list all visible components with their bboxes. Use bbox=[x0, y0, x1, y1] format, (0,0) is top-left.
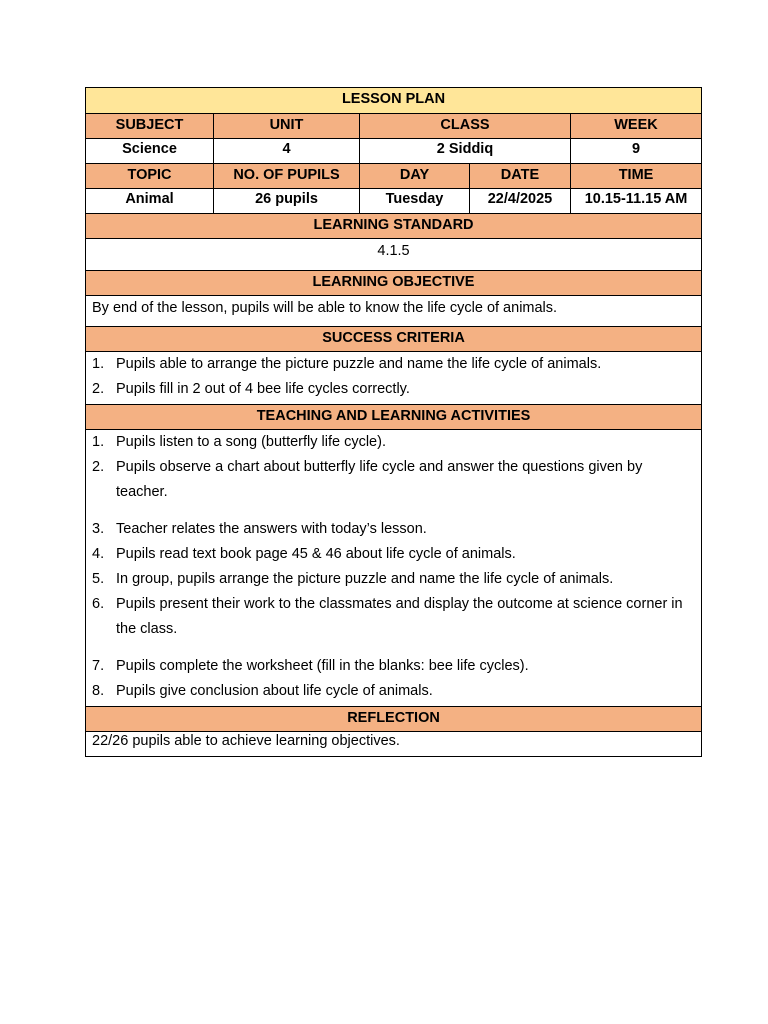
reflection-header: REFLECTION bbox=[86, 707, 702, 732]
item-number: 1. bbox=[92, 356, 105, 372]
activities-cell bbox=[86, 430, 702, 707]
topic-header: TOPIC bbox=[86, 164, 214, 189]
success-criteria-cell bbox=[86, 352, 702, 405]
item-number: 3. bbox=[92, 521, 105, 537]
item-text: Pupils able to arrange the picture puzzle and name the life cycle of animals. bbox=[116, 356, 602, 372]
list-item bbox=[92, 352, 697, 377]
reflection-text: 22/26 pupils able to achieve learning objectives. bbox=[86, 732, 702, 757]
week-header: WEEK bbox=[571, 114, 702, 139]
learning-objective-text: By end of the lesson, pupils will be able to know the life cycle of animals. bbox=[86, 296, 702, 327]
list-item bbox=[92, 517, 697, 542]
item-text: Pupils complete the worksheet (fill in the blanks: bee life cycles). bbox=[116, 658, 529, 674]
activities-header: TEACHING AND LEARNING ACTIVITIES bbox=[86, 405, 702, 430]
date-value: 22/4/2025 bbox=[470, 189, 571, 214]
subject-value: Science bbox=[86, 139, 214, 164]
unit-value: 4 bbox=[214, 139, 360, 164]
item-text: Pupils fill in 2 out of 4 bee life cycles correctly. bbox=[116, 381, 410, 397]
success-criteria-header: SUCCESS CRITERIA bbox=[86, 327, 702, 352]
date-header: DATE bbox=[470, 164, 571, 189]
pupils-value: 26 pupils bbox=[214, 189, 360, 214]
item-text: Pupils listen to a song (butterfly life cycle). bbox=[116, 434, 386, 450]
item-text: Pupils present their work to the classmates and display the outcome at science corner in the class. bbox=[116, 596, 683, 637]
learning-objective-header: LEARNING OBJECTIVE bbox=[86, 271, 702, 296]
learning-standard-value: 4.1.5 bbox=[86, 239, 702, 271]
week-value: 9 bbox=[571, 139, 702, 164]
success-criteria-list bbox=[86, 352, 697, 402]
item-number: 2. bbox=[92, 381, 105, 397]
list-item bbox=[92, 377, 697, 402]
topic-value: Animal bbox=[86, 189, 214, 214]
item-text: Teacher relates the answers with today’s lesson. bbox=[116, 521, 427, 537]
class-value: 2 Siddiq bbox=[360, 139, 571, 164]
item-number: 5. bbox=[92, 571, 105, 587]
item-number: 8. bbox=[92, 683, 105, 699]
lesson-plan-title: LESSON PLAN bbox=[86, 88, 702, 114]
lesson-plan bbox=[85, 87, 701, 757]
day-header: DAY bbox=[360, 164, 470, 189]
item-number: 2. bbox=[92, 459, 105, 475]
day-value: Tuesday bbox=[360, 189, 470, 214]
list-item bbox=[92, 592, 697, 642]
item-number: 6. bbox=[92, 596, 105, 612]
item-text: Pupils give conclusion about life cycle of animals. bbox=[116, 683, 433, 699]
learning-standard-header: LEARNING STANDARD bbox=[86, 214, 702, 239]
time-header: TIME bbox=[571, 164, 702, 189]
item-number: 7. bbox=[92, 658, 105, 674]
list-item bbox=[92, 430, 697, 455]
item-number: 4. bbox=[92, 546, 105, 562]
list-item bbox=[92, 542, 697, 567]
item-text: Pupils read text book page 45 & 46 about life cycle of animals. bbox=[116, 546, 516, 562]
lesson-plan-table bbox=[85, 87, 702, 757]
item-text: In group, pupils arrange the picture puzzle and name the life cycle of animals. bbox=[116, 571, 614, 587]
item-number: 1. bbox=[92, 434, 105, 450]
class-header: CLASS bbox=[360, 114, 571, 139]
time-value: 10.15-11.15 AM bbox=[571, 189, 702, 214]
list-item bbox=[92, 679, 697, 704]
item-text: Pupils observe a chart about butterfly life cycle and answer the questions given by teacher. bbox=[116, 459, 643, 500]
activities-list bbox=[86, 430, 697, 704]
list-item bbox=[92, 654, 697, 679]
unit-header: UNIT bbox=[214, 114, 360, 139]
list-item bbox=[92, 455, 697, 505]
subject-header: SUBJECT bbox=[86, 114, 214, 139]
pupils-header: NO. OF PUPILS bbox=[214, 164, 360, 189]
list-item bbox=[92, 567, 697, 592]
